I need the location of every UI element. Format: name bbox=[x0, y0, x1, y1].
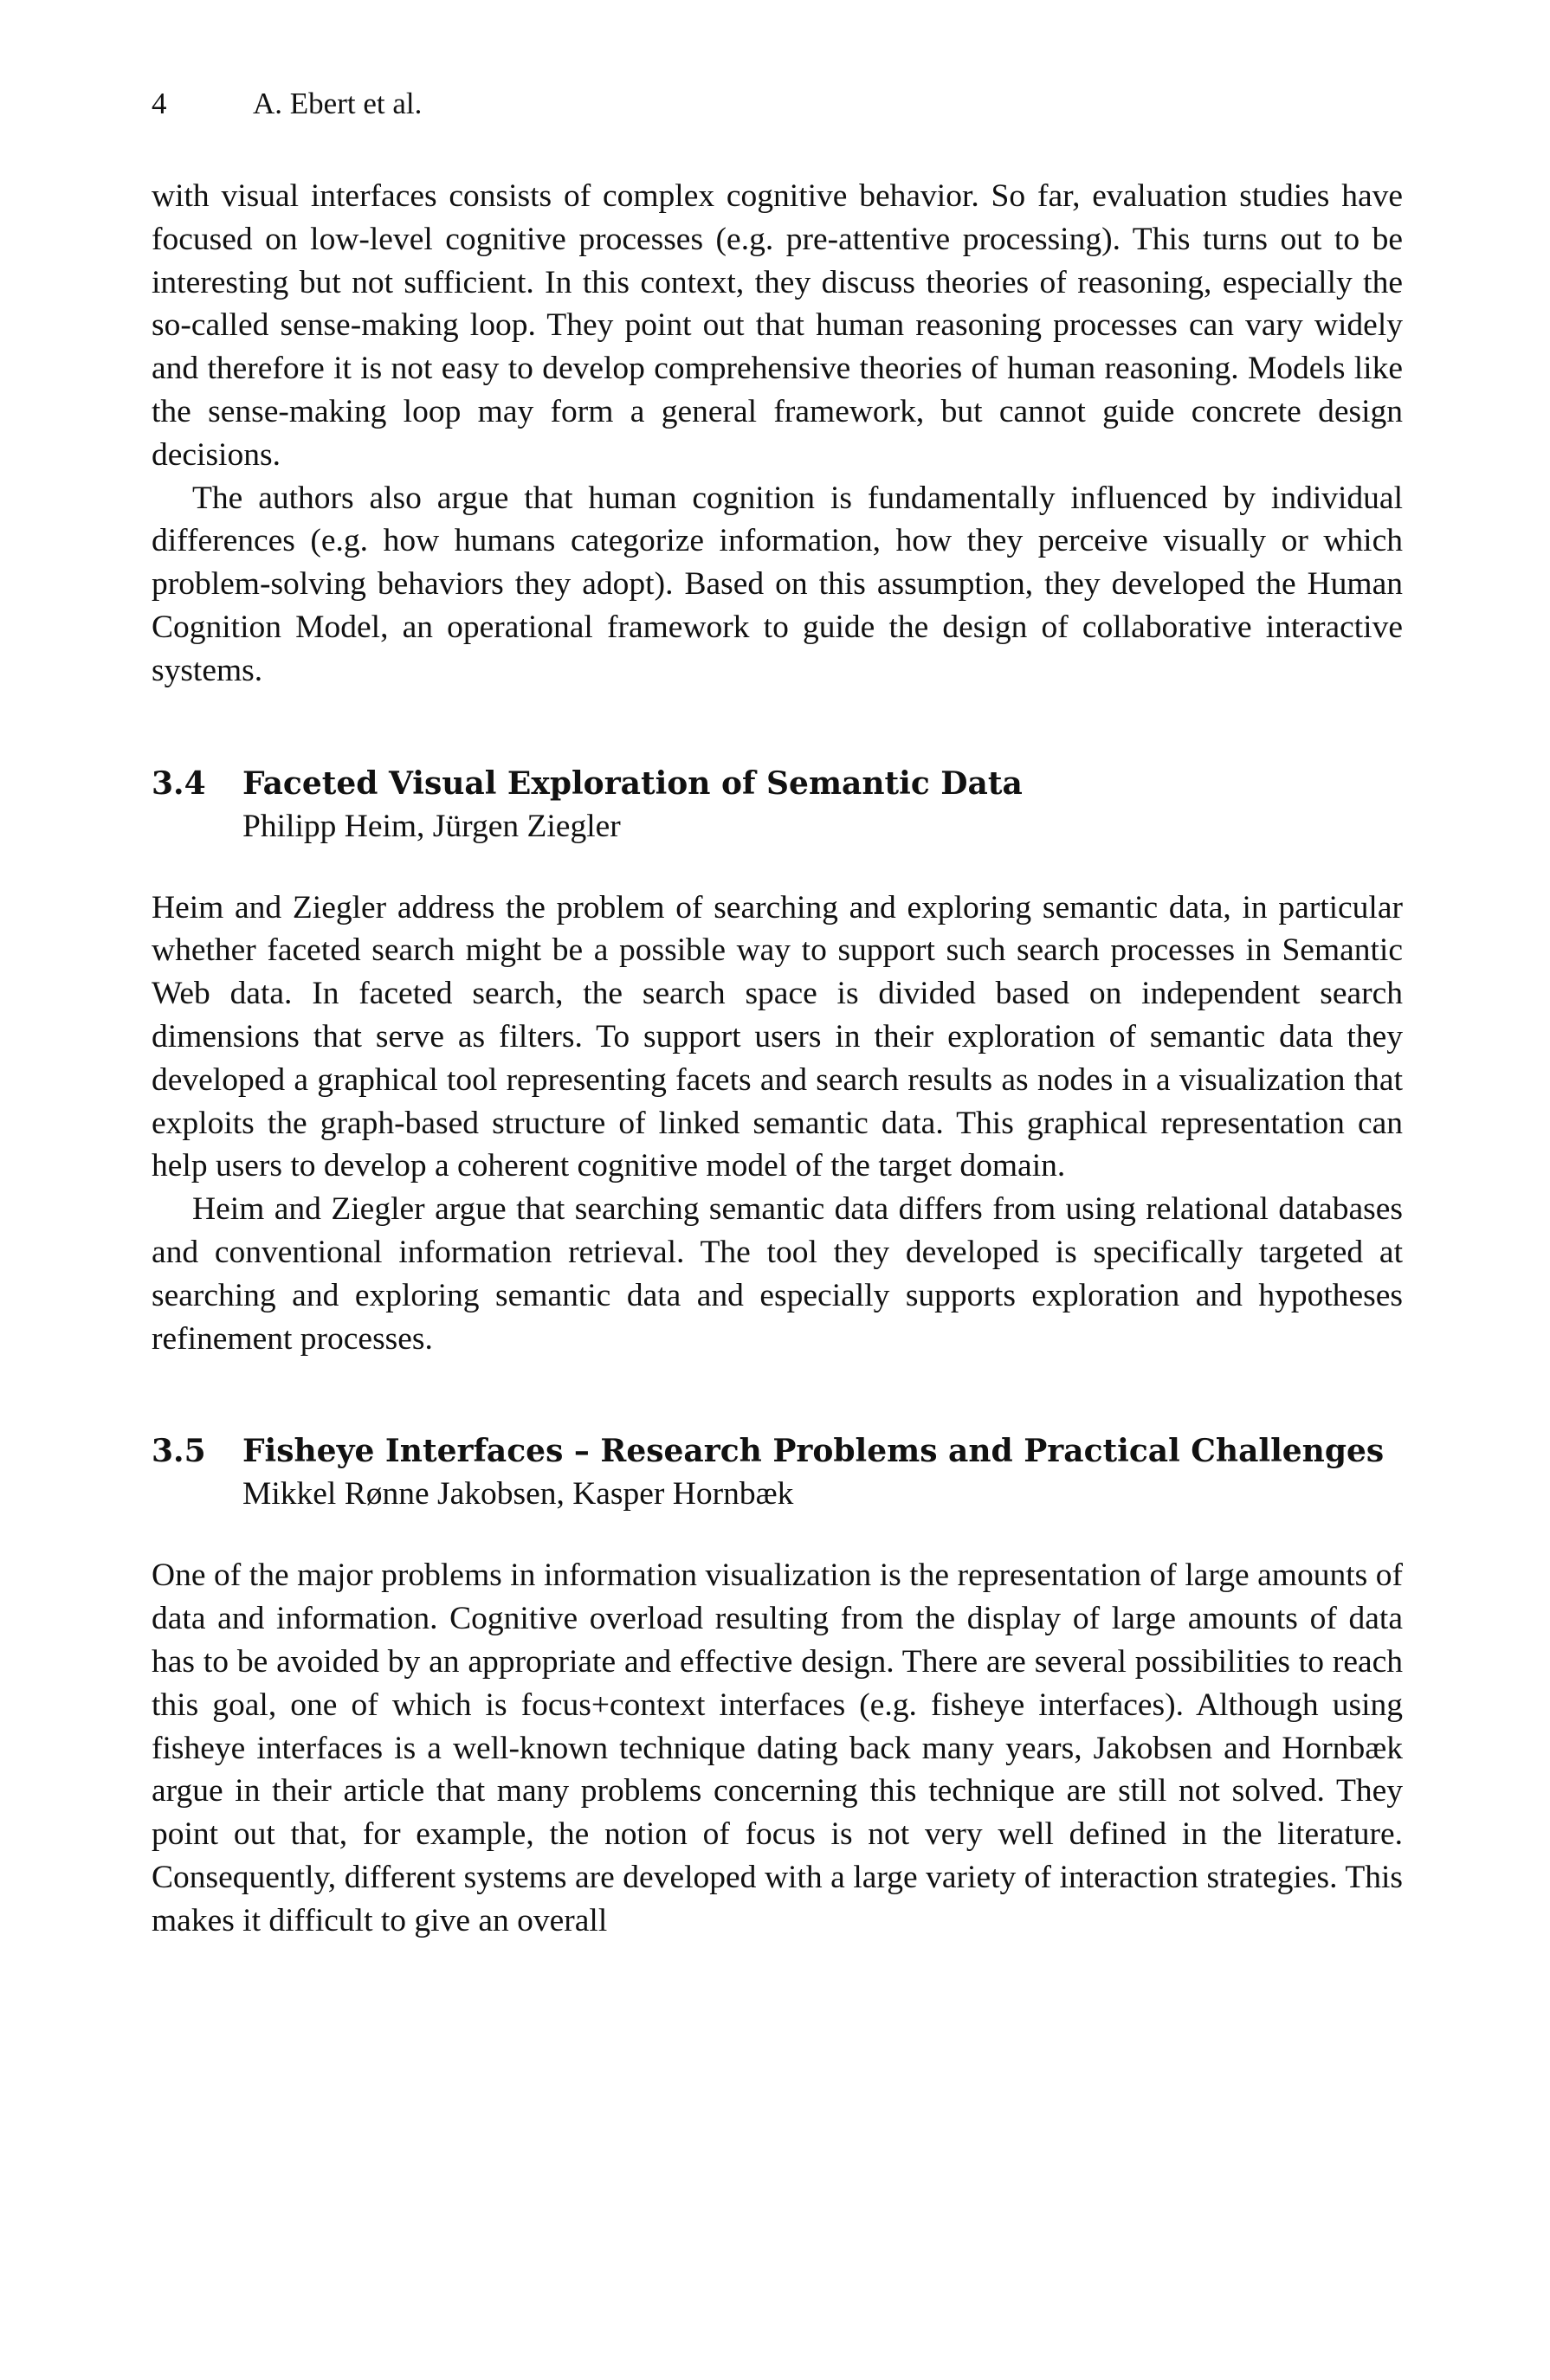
paper-page bbox=[152, 87, 1403, 1943]
section-number: 3.5 bbox=[152, 1433, 206, 1470]
section-3-4-paragraph-1: Heim and Ziegler address the problem of searching and exploring semantic data, in particular whether faceted search might be a possible way to support such search processes in Semantic Web data. In faceted search, the search space is divided based on independent search dimensions that serve as filters. To support users in their exploration of semantic data they developed a graphical tool representing facets and search results as nodes in a visualization that exploits the graph-based structure of linked semantic data. This graphical representation can help users to develop a coherent cognitive model of the target domain. bbox=[152, 889, 1403, 1184]
section-title: Fisheye Interfaces – Research Problems and Practical Challenges bbox=[242, 1433, 1385, 1470]
intro-paragraph-2: The authors also argue that human cognition is fundamentally influenced by individual differences (e.g. how humans categorize information, how they perceive visually or which problem-solving behaviors they adopt). Based on this assumption, they developed the Human Cognition Model, an operational framework to guide the design of collaborative interactive systems. bbox=[152, 480, 1403, 688]
intro-paragraph-1: with visual interfaces consists of complex cognitive behavior. So far, evaluation studies have focused on low-level cognitive processes (e.g. pre-attentive processing). This turns out to be interesting but not sufficient. In this context, they discuss theories of reasoning, especially the so-called sense-making loop. They point out that human reasoning processes can vary widely and therefore it is not easy to develop comprehensive theories of human reasoning. Models like the sense-making loop may form a general framework, but cannot guide concrete design decisions. bbox=[152, 178, 1403, 473]
page-number: 4 bbox=[152, 87, 167, 120]
section-3-5-paragraph-1: One of the major problems in information visualization is the representation of large amounts of data and information. Cognitive overload resulting from the display of large amounts of data has to be avoided by an appropriate and effective design. There are several possibilities to reach this goal, one of which is focus+context interfaces (e.g. fisheye interfaces). Although using fisheye interfaces is a well-known technique dating back many years, Jakobsen and Hornbæk argue in their article that many problems concerning this technique are still not solved. They point out that, for example, the notion of focus is not very well defined in the literature. Consequently, different systems are developed with a large variety of interaction strategies. This makes it difficult to give an overall bbox=[152, 1558, 1403, 1938]
running-title: A. Ebert et al. bbox=[253, 87, 423, 120]
section-title: Faceted Visual Exploration of Semantic Data bbox=[242, 764, 1023, 802]
section-number: 3.4 bbox=[152, 764, 206, 802]
section-3-4-paragraph-2: Heim and Ziegler argue that searching semantic data differs from using relational databases and conventional information retrieval. The tool they developed is specifically targeted at searching and exploring semantic data and especially supports exploration and hypotheses refinement processes. bbox=[152, 1191, 1403, 1357]
section-heading-3-5 bbox=[152, 1429, 1403, 1516]
section-authors: Mikkel Rønne Jakobsen, Kasper Hornbæk bbox=[242, 1476, 794, 1512]
section-authors: Philipp Heim, Jürgen Ziegler bbox=[242, 808, 621, 844]
section-heading-3-4 bbox=[152, 762, 1403, 848]
running-header bbox=[152, 87, 1403, 121]
